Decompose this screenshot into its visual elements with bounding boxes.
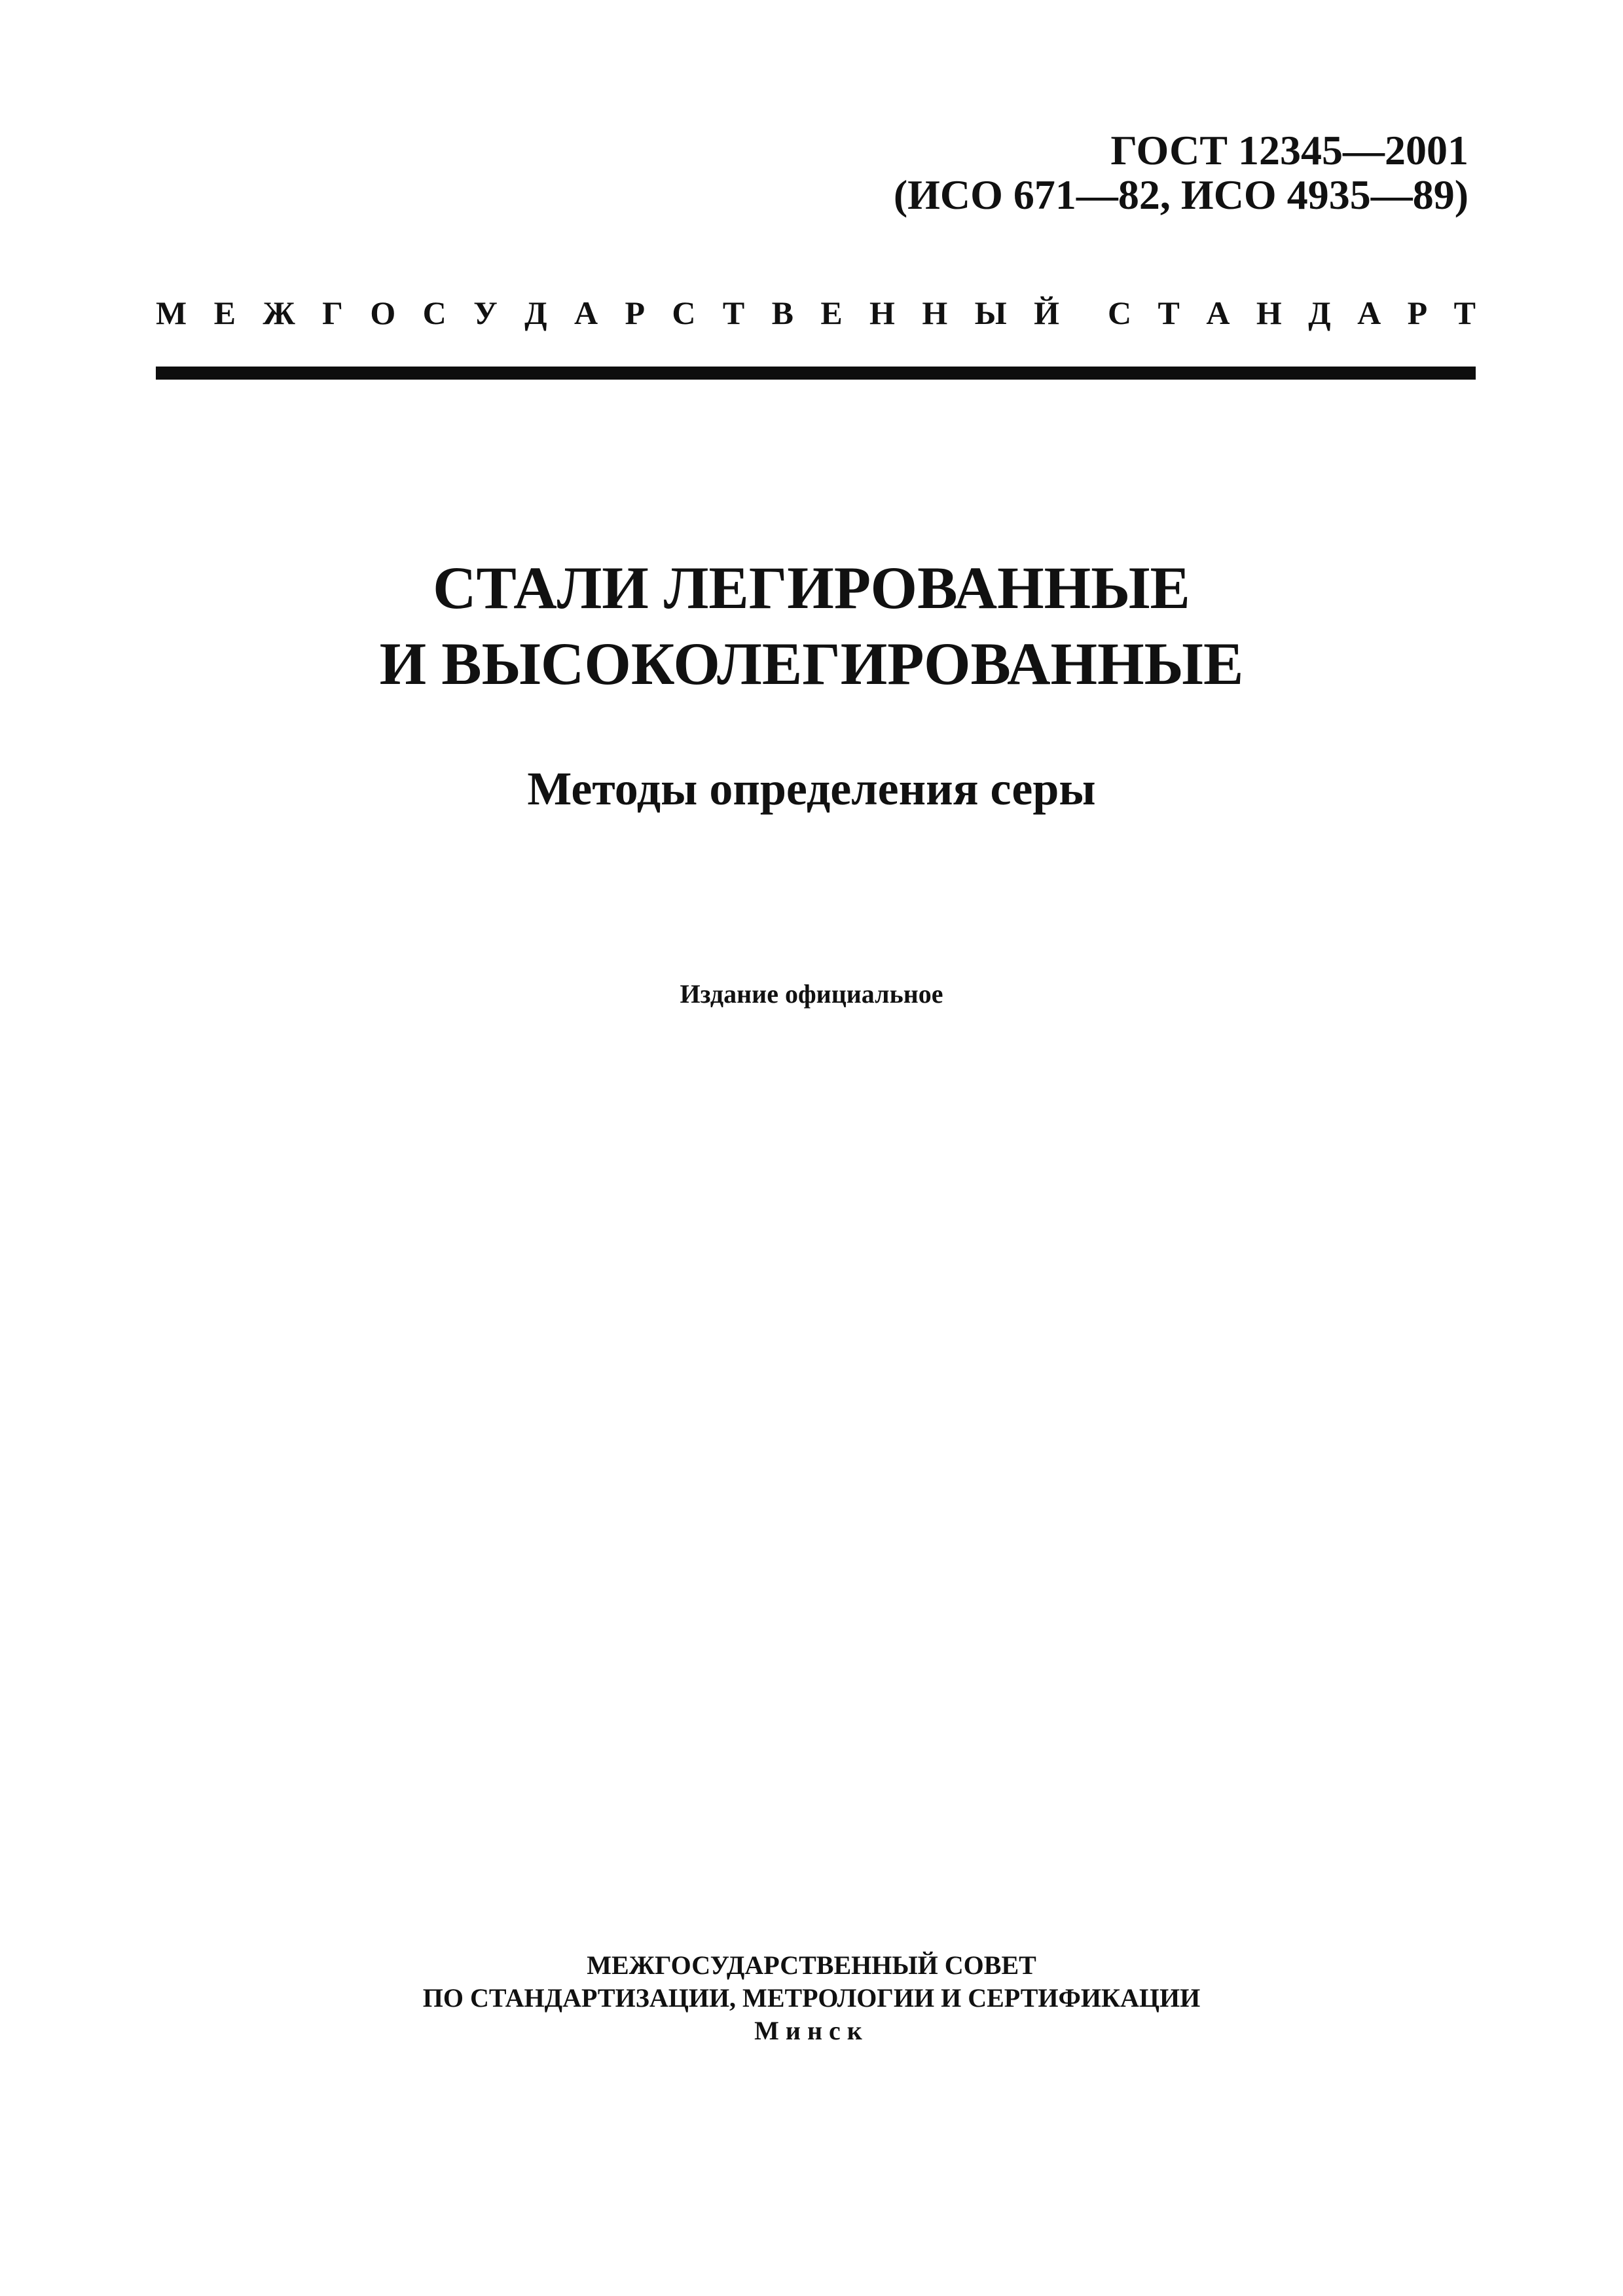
publisher-line-2: ПО СТАНДАРТИЗАЦИИ, МЕТРОЛОГИИ И СЕРТИФИКАЦИИ: [422, 1983, 1201, 2013]
heading-letter: Й: [1034, 295, 1059, 331]
document-subtitle: Методы определения серы: [527, 762, 1096, 815]
publisher-city: Минск: [754, 2016, 869, 2045]
heading-letter: Ы: [974, 295, 1007, 331]
heading-letter: В: [771, 295, 793, 331]
heading-word-interstate: [156, 293, 1059, 332]
heading-letter: А: [574, 295, 598, 331]
iso-reference: (ИСО 671—82, ИСО 4935—89): [893, 171, 1468, 218]
heading-letter: С: [672, 295, 696, 331]
heading-letter: Н: [1256, 295, 1282, 331]
heading-letter: С: [1108, 295, 1132, 331]
publisher-block: [0, 1949, 1623, 2047]
heading-letter: Т: [1158, 295, 1180, 331]
heading-divider-rule: [156, 367, 1476, 380]
edition-note: Издание официальное: [680, 979, 943, 1009]
heading-letter: А: [1206, 295, 1230, 331]
heading-letter: Д: [1308, 295, 1331, 331]
heading-letter: О: [370, 295, 396, 331]
heading-letter: У: [473, 295, 498, 331]
document-title: [0, 550, 1623, 702]
title-line-2: И ВЫСОКОЛЕГИРОВАННЫЕ: [379, 630, 1244, 697]
heading-letter: М: [156, 295, 187, 331]
publisher-line-1: МЕЖГОСУДАРСТВЕННЫЙ СОВЕТ: [587, 1950, 1036, 1980]
heading-letter: С: [422, 295, 447, 331]
heading-letter: Е: [820, 295, 843, 331]
standard-designation: [894, 128, 1468, 217]
heading-letter: Р: [625, 295, 645, 331]
heading-letter: А: [1357, 295, 1381, 331]
heading-letter: Г: [322, 295, 343, 331]
heading-letter: Е: [213, 295, 236, 331]
title-line-1: СТАЛИ ЛЕГИРОВАННЫЕ: [433, 554, 1190, 621]
standard-number: ГОСТ 12345—2001: [1110, 127, 1468, 173]
heading-word-standard: [1108, 293, 1476, 332]
heading-letter: Н: [869, 295, 895, 331]
heading-letter: Т: [722, 295, 745, 331]
heading-letter: Р: [1407, 295, 1428, 331]
standard-type-heading: [156, 293, 1476, 332]
heading-letter: Ж: [263, 295, 295, 331]
heading-letter: Д: [524, 295, 547, 331]
heading-letter: Н: [922, 295, 948, 331]
heading-letter: Т: [1453, 295, 1476, 331]
